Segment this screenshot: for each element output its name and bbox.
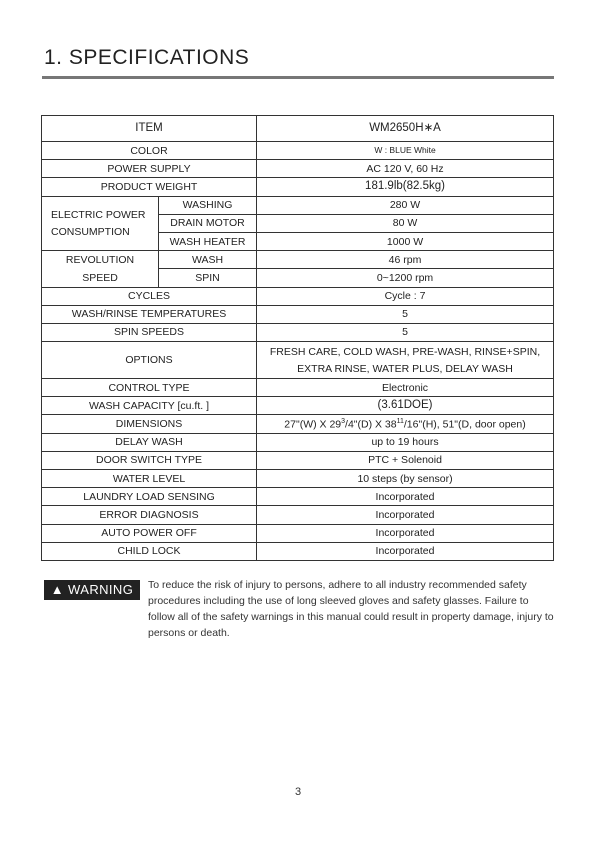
options-value (257, 342, 554, 379)
table-row (42, 142, 554, 160)
row-label: OPTIONS (42, 342, 257, 379)
table-row (42, 451, 554, 469)
table-row (42, 160, 554, 178)
table-row (42, 305, 554, 323)
table-row (42, 178, 554, 196)
options-value-line2: EXTRA RINSE, WATER PLUS, DELAY WASH (297, 362, 513, 375)
row-value: 46 rpm (257, 251, 554, 269)
row-label: LAUNDRY LOAD SENSING (42, 488, 257, 506)
row-value: 10 steps (by sensor) (257, 470, 554, 488)
page-number: 3 (294, 786, 302, 798)
row-value: 5 (257, 305, 554, 323)
table-row (42, 342, 554, 379)
options-value-line1: FRESH CARE, COLD WASH, PRE-WASH, RINSE+SPIN, (269, 345, 541, 358)
revolution-speed-label-line1: REVOLUTION (65, 253, 135, 266)
table-row (42, 488, 554, 506)
row-value: (3.61DOE) (257, 397, 554, 415)
warning-text: To reduce the risk of injury to persons, adhere to all industry recommended safety procedures including the use of long sleeved gloves and safety glasses. Failure to follow all of the safety warnings in this manual could result in property damage, injury to persons or death. (148, 579, 554, 639)
row-label: DELAY WASH (42, 433, 257, 451)
row-label: WASH CAPACITY [cu.ft. ] (42, 397, 257, 415)
electric-power-label-line2: CONSUMPTION (51, 225, 130, 238)
table-row (42, 287, 554, 305)
row-label: WATER LEVEL (42, 470, 257, 488)
row-label: POWER SUPPLY (42, 160, 257, 178)
row-sublabel: DRAIN MOTOR (159, 214, 257, 232)
page-title: 1. SPECIFICATIONS (44, 46, 250, 69)
row-value: Incorporated (257, 542, 554, 560)
table-row (42, 397, 554, 415)
specifications-table (41, 115, 554, 561)
table-row (42, 323, 554, 341)
row-label: WASH/RINSE TEMPERATURES (42, 305, 257, 323)
row-value: 80 W (257, 214, 554, 232)
row-label: SPIN SPEEDS (42, 323, 257, 341)
table-header-row (42, 116, 554, 142)
row-value: 181.9lb(82.5kg) (257, 178, 554, 196)
dimensions-part2: /4"(D) X 38 (345, 418, 397, 431)
electric-power-label-line1: ELECTRIC POWER (51, 208, 146, 221)
table-row (42, 524, 554, 542)
row-value: Incorporated (257, 488, 554, 506)
dimensions-sup2: 11 (396, 417, 404, 425)
dimensions-sup1: 3 (341, 417, 346, 425)
table-row (42, 251, 554, 269)
table-row (42, 433, 554, 451)
revolution-speed-label (42, 251, 159, 287)
row-value: AC 120 V, 60 Hz (257, 160, 554, 178)
row-value: Cycle : 7 (257, 287, 554, 305)
header-item: ITEM (42, 116, 257, 142)
row-value: 280 W (257, 196, 554, 214)
row-label: CONTROL TYPE (42, 379, 257, 397)
title-underline (42, 76, 554, 79)
row-sublabel: WASH HEATER (159, 232, 257, 250)
row-label: AUTO POWER OFF (42, 524, 257, 542)
row-sublabel: WASHING (159, 196, 257, 214)
row-value: 1000 W (257, 232, 554, 250)
dimensions-part3: /16"(H), 51"(D, door open) (403, 418, 526, 431)
dimensions-value (257, 415, 554, 433)
row-label: ERROR DIAGNOSIS (42, 506, 257, 524)
table-row (42, 542, 554, 560)
row-value: up to 19 hours (257, 433, 554, 451)
row-value: Incorporated (257, 524, 554, 542)
row-label: PRODUCT WEIGHT (42, 178, 257, 196)
row-label: DOOR SWITCH TYPE (42, 451, 257, 469)
revolution-speed-label-line2: SPEED (82, 271, 118, 284)
warning-badge: ▲ WARNING (44, 580, 140, 600)
row-label: DIMENSIONS (42, 415, 257, 433)
row-value: Incorporated (257, 506, 554, 524)
electric-power-label (42, 196, 159, 251)
row-value: 5 (257, 323, 554, 341)
row-value: Electronic (257, 379, 554, 397)
row-sublabel: WASH (159, 251, 257, 269)
table-row (42, 415, 554, 433)
row-label: CHILD LOCK (42, 542, 257, 560)
row-label: COLOR (42, 142, 257, 160)
table-row (42, 196, 554, 214)
row-sublabel: SPIN (159, 269, 257, 287)
table-row (42, 470, 554, 488)
header-model: WM2650H∗A (257, 116, 554, 142)
row-label: CYCLES (42, 287, 257, 305)
dimensions-part1: 27"(W) X 29 (284, 418, 342, 431)
table-row (42, 379, 554, 397)
row-value: W : BLUE White (257, 142, 554, 160)
row-value: 0~1200 rpm (257, 269, 554, 287)
row-value: PTC + Solenoid (257, 451, 554, 469)
table-row (42, 506, 554, 524)
